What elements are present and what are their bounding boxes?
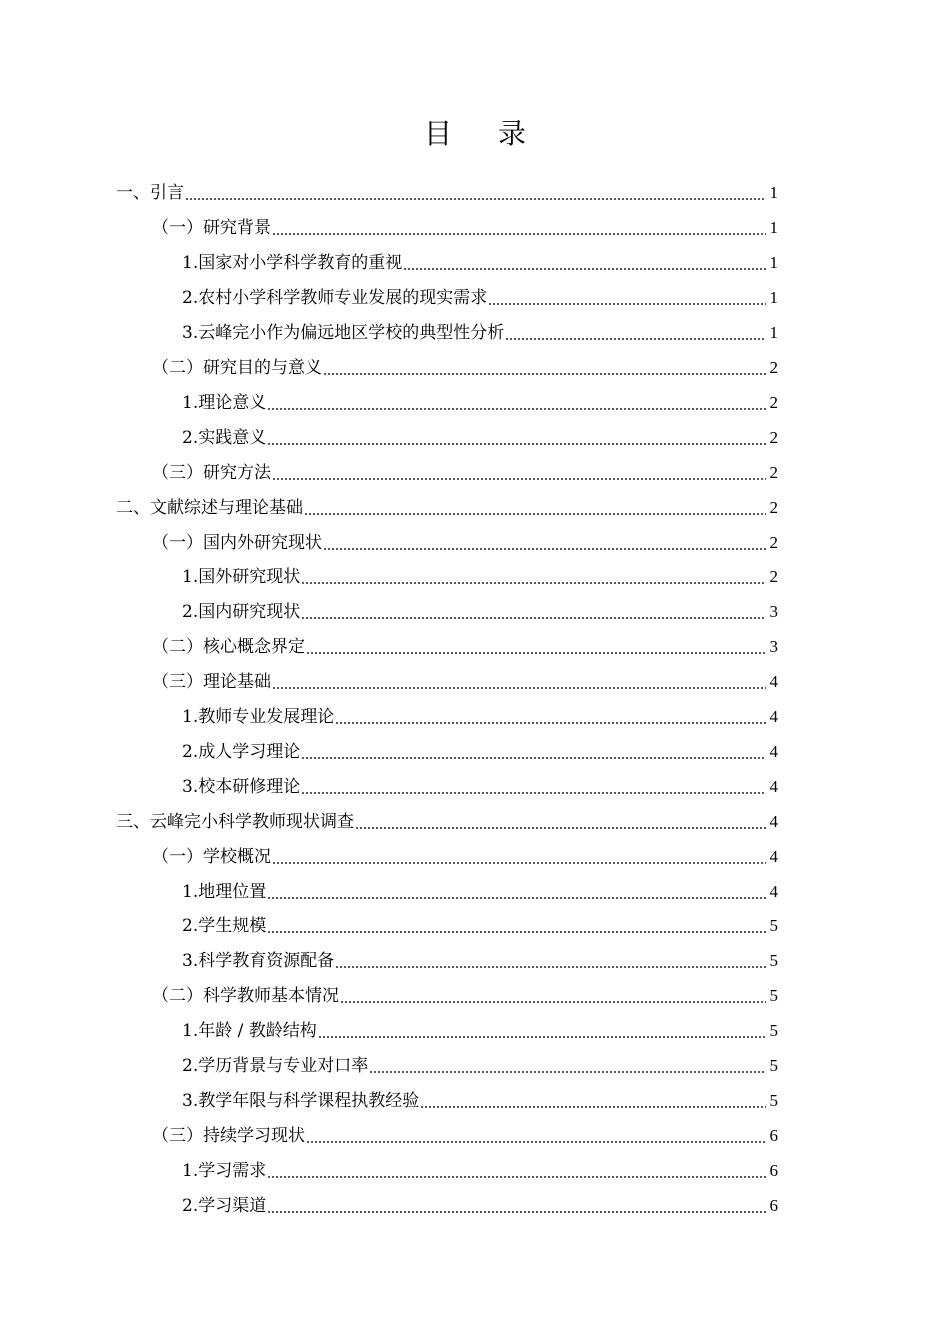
toc-page-number: 3: [769, 637, 778, 657]
toc-entry[interactable]: [0, 490, 950, 525]
toc-entry[interactable]: [0, 351, 950, 386]
toc-entry-label: 2.学生规模: [182, 916, 267, 937]
toc-dot-leader: [306, 1126, 766, 1146]
toc-entry-label: 1.国外研究现状: [182, 567, 301, 588]
toc-page-number: 5: [769, 951, 778, 971]
toc-entry-label: （三）研究方法: [152, 462, 271, 483]
toc-entry[interactable]: [0, 1084, 950, 1119]
toc-entry[interactable]: [0, 874, 950, 909]
toc-entry[interactable]: [0, 560, 950, 595]
toc-entry[interactable]: [0, 455, 950, 490]
toc-dot-leader: [403, 253, 766, 273]
toc-page-number: 1: [769, 253, 778, 273]
toc-page-number: 4: [769, 846, 778, 866]
toc-page-number: 1: [769, 218, 778, 238]
toc-dot-leader: [185, 183, 766, 203]
toc-entry-label: 2.学历背景与专业对口率: [182, 1056, 369, 1077]
toc-entry[interactable]: [0, 1153, 950, 1188]
toc-entry[interactable]: [0, 665, 950, 700]
toc-entry-label: 1.地理位置: [182, 881, 267, 902]
toc-entry-label: （二）科学教师基本情况: [152, 986, 339, 1007]
toc-entry[interactable]: [0, 979, 950, 1014]
toc-page-number: 2: [769, 567, 778, 587]
toc-entry-label: 2.学习渠道: [182, 1195, 267, 1216]
toc-dot-leader: [304, 498, 766, 518]
toc-page-number: 2: [769, 497, 778, 517]
toc-dot-leader: [267, 1196, 766, 1216]
toc-entry[interactable]: [0, 525, 950, 560]
toc-entry-label: 1.年龄 / 教龄结构: [182, 1021, 317, 1042]
toc-page-number: 5: [769, 1056, 778, 1076]
toc-entry[interactable]: [0, 1049, 950, 1084]
toc-dot-leader: [267, 393, 766, 413]
toc-page-number: 1: [769, 288, 778, 308]
toc-dot-leader: [272, 672, 766, 692]
toc-entry-label: 1.学习需求: [182, 1160, 267, 1181]
toc-page-number: 5: [769, 1091, 778, 1111]
toc-dot-leader: [272, 218, 766, 238]
toc-entry-label: （二）研究目的与意义: [152, 357, 322, 378]
toc-page-number: 5: [769, 916, 778, 936]
toc-entry[interactable]: [0, 804, 950, 839]
toc-page-number: 4: [769, 672, 778, 692]
toc-dot-leader: [301, 602, 766, 622]
toc-dot-leader: [335, 707, 766, 727]
toc-entry-label: （三）理论基础: [152, 672, 271, 693]
toc-dot-leader: [272, 847, 766, 867]
toc-page-number: 4: [769, 741, 778, 761]
toc-entry[interactable]: [0, 281, 950, 316]
toc-page-number: 6: [769, 1160, 778, 1180]
toc-page-number: 2: [769, 532, 778, 552]
toc-entry-label: 1.教师专业发展理论: [182, 707, 335, 728]
toc-entry[interactable]: [0, 700, 950, 735]
toc-dot-leader: [420, 1091, 766, 1111]
toc-dot-leader: [318, 1021, 766, 1041]
toc-page-number: 4: [769, 811, 778, 831]
toc-dot-leader: [323, 358, 766, 378]
toc-entry[interactable]: [0, 595, 950, 630]
toc-entry-label: 1.理论意义: [182, 392, 267, 413]
toc-entry-label: 2.国内研究现状: [182, 602, 301, 623]
toc-page-number: 3: [769, 602, 778, 622]
toc-entry[interactable]: [0, 1014, 950, 1049]
page-title: 目录: [423, 117, 572, 150]
toc-entry[interactable]: [0, 316, 950, 351]
toc-page-number: 4: [769, 707, 778, 727]
toc-entry[interactable]: [0, 385, 950, 420]
toc-page-number: 2: [769, 392, 778, 412]
toc-dot-leader: [301, 742, 766, 762]
toc-dot-leader: [267, 1161, 766, 1181]
toc-page-number: 1: [769, 183, 778, 203]
toc-entry-label: 1.国家对小学科学教育的重视: [182, 253, 403, 274]
toc-entry[interactable]: [0, 769, 950, 804]
toc-entry-label: 3.云峰完小作为偏远地区学校的典型性分析: [182, 323, 505, 344]
toc-entry-label: 2.农村小学科学教师专业发展的现实需求: [182, 288, 488, 309]
toc-page-number: 5: [769, 986, 778, 1006]
toc-entry-label: 二、文献综述与理论基础: [116, 497, 303, 518]
toc-dot-leader: [505, 323, 766, 343]
toc-page-number: 2: [769, 357, 778, 377]
toc-entry-label: （一）学校概况: [152, 846, 271, 867]
toc-entry-label: （一）国内外研究现状: [152, 532, 322, 553]
toc-entry-label: 一、引言: [116, 183, 184, 204]
toc-page-number: 4: [769, 776, 778, 796]
toc-entry-label: （二）核心概念界定: [152, 637, 305, 658]
toc-dot-leader: [323, 533, 766, 553]
toc-entry[interactable]: [0, 735, 950, 770]
toc-entry-label: 2.成人学习理论: [182, 741, 301, 762]
toc-entry-label: 3.教学年限与科学课程执教经验: [182, 1091, 420, 1112]
toc-dot-leader: [301, 777, 766, 797]
toc-entry-label: 2.实践意义: [182, 427, 267, 448]
toc-entry-label: （一）研究背景: [152, 218, 271, 239]
toc-dot-leader: [306, 637, 766, 657]
toc-dot-leader: [340, 986, 766, 1006]
toc-dot-leader: [488, 288, 766, 308]
toc-page-number: 1: [769, 323, 778, 343]
toc-entry-label: 3.科学教育资源配备: [182, 951, 335, 972]
toc-page-number: 2: [769, 462, 778, 482]
toc-entry[interactable]: [0, 630, 950, 665]
toc-entry[interactable]: [0, 909, 950, 944]
toc-entry[interactable]: [0, 944, 950, 979]
toc-dot-leader: [267, 428, 766, 448]
toc-dot-leader: [301, 567, 766, 587]
toc-page-number: 6: [769, 1195, 778, 1215]
toc-entry[interactable]: [0, 1188, 950, 1223]
toc-page-number: 2: [769, 427, 778, 447]
toc-page-number: 4: [769, 881, 778, 901]
toc-entry[interactable]: [0, 1118, 950, 1153]
toc-entry-label: 三、云峰完小科学教师现状调查: [116, 811, 354, 832]
toc-page-number: 5: [769, 1021, 778, 1041]
toc-dot-leader: [267, 916, 766, 936]
toc-dot-leader: [335, 951, 766, 971]
table-of-contents: [0, 176, 950, 1223]
toc-entry[interactable]: [0, 839, 950, 874]
toc-entry[interactable]: [0, 211, 950, 246]
toc-entry-label: （三）持续学习现状: [152, 1125, 305, 1146]
toc-entry[interactable]: [0, 420, 950, 455]
toc-dot-leader: [267, 882, 766, 902]
toc-dot-leader: [272, 463, 766, 483]
toc-dot-leader: [369, 1056, 766, 1076]
toc-entry-label: 3.校本研修理论: [182, 776, 301, 797]
toc-dot-leader: [355, 812, 766, 832]
toc-page-number: 6: [769, 1125, 778, 1145]
toc-entry[interactable]: [0, 176, 950, 211]
toc-entry[interactable]: [0, 246, 950, 281]
